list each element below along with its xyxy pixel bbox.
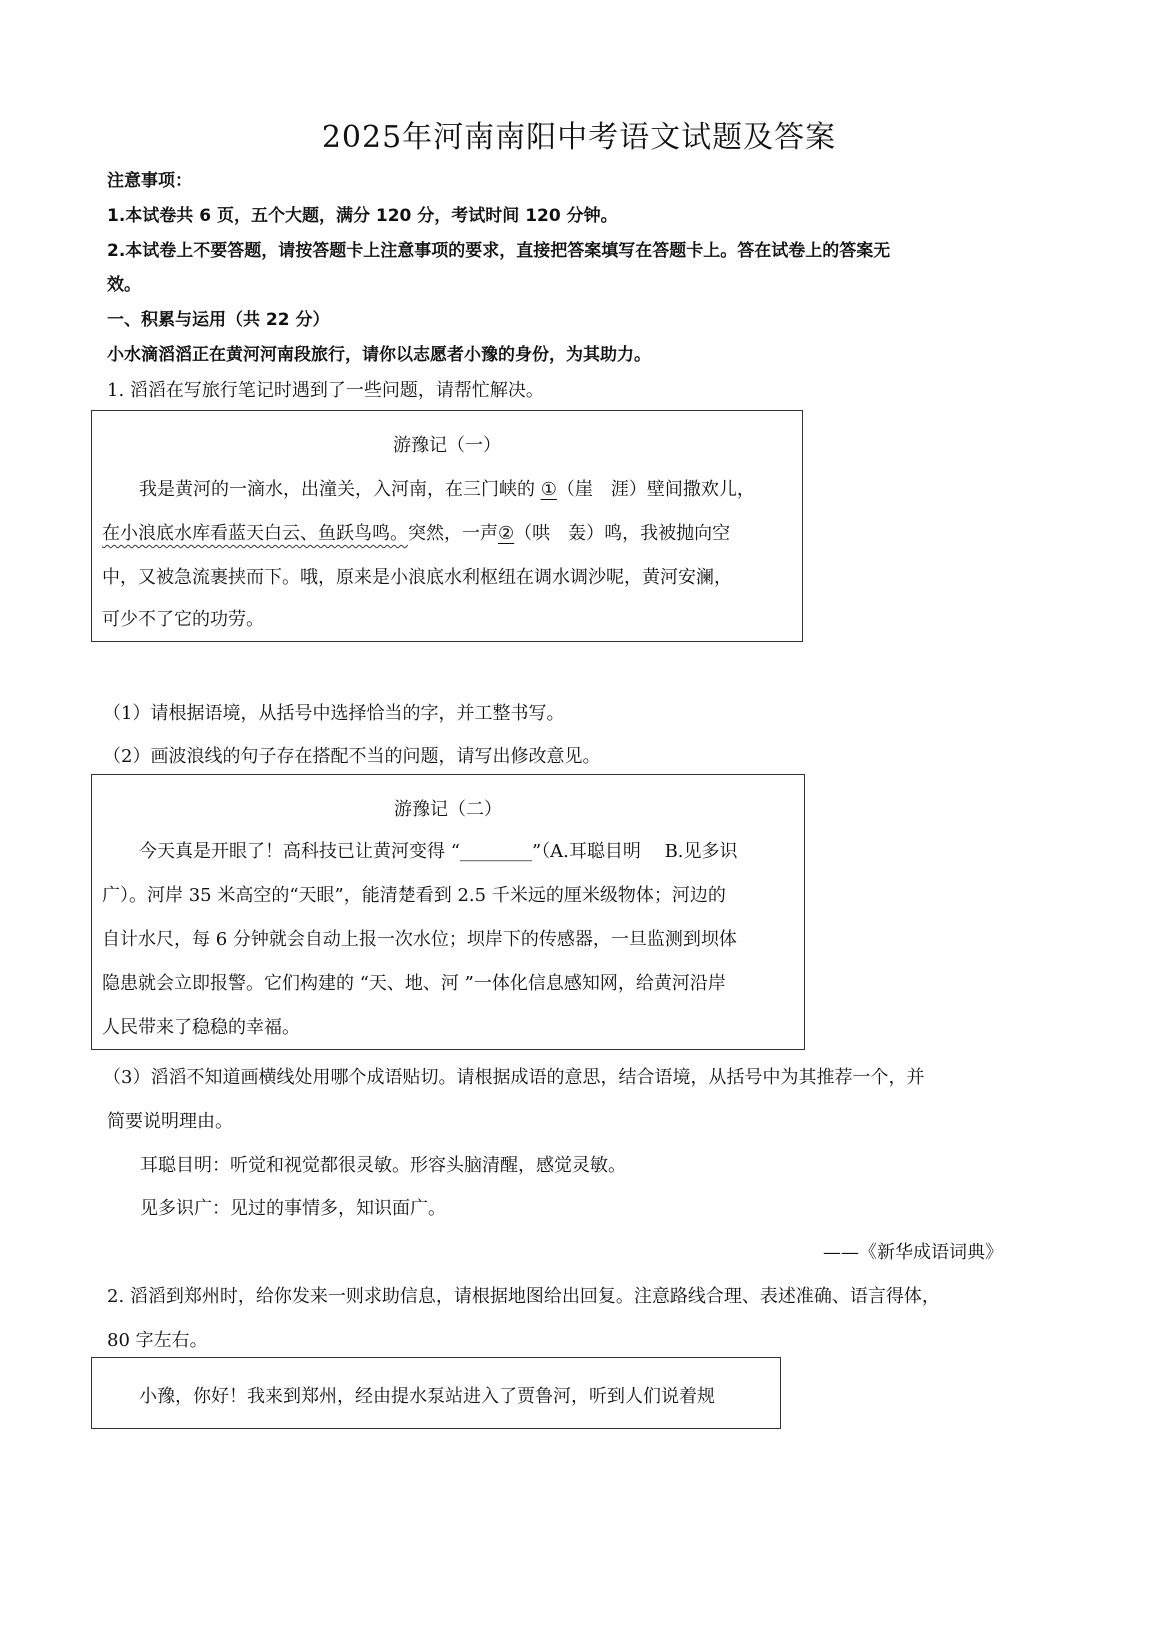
- notice-item-2: 2.本试卷上不要答题，请按答题卡上注意事项的要求，直接把答案填写在答题卡上。答在试卷上的答案无: [107, 241, 891, 261]
- wavy-sentence: 在小浪底水库看蓝天白云、鱼跃鸟鸣。: [102, 523, 408, 544]
- box2-title: 游豫记（二）: [394, 799, 502, 820]
- box1-line-3: 中，又被急流裹挟而下。哦，原来是小浪底水利枢纽在调水调沙呢，黄河安澜，: [102, 567, 732, 588]
- box2-line-1b: ”（A.耳聪目明 B.见多识: [531, 841, 738, 862]
- box1-line-2c: （哄 轰）鸣，我被抛向空: [514, 523, 731, 544]
- box1-line-2: [102, 519, 730, 545]
- answer-blank: ________: [459, 841, 532, 862]
- question-2-cont: 80 字左右。: [107, 1330, 208, 1351]
- idiom-definition-1: 耳聪目明：听觉和视觉都很灵敏。形容头脑清醒，感觉灵敏。: [140, 1155, 626, 1176]
- box1-line-2b: 突然，一声: [408, 523, 498, 544]
- box2-line-4: 隐患就会立即报警。它们构建的 “天、地、河 ”一体化信息感知网，给黄河沿岸: [102, 973, 726, 994]
- box2-line-1a: 今天真是开眼了！高科技已让黄河变得 “: [139, 841, 460, 862]
- idiom-definition-2: 见多识广：见过的事情多，知识面广。: [140, 1198, 446, 1219]
- help-message-box: [91, 1357, 781, 1429]
- travel-note-box-1: [91, 410, 803, 642]
- sub-question-1: （1）请根据语境，从括号中选择恰当的字，并工整书写。: [103, 703, 565, 724]
- box1-line-4: 可少不了它的功劳。: [102, 609, 264, 630]
- page-title: 2025年河南南阳中考语文试题及答案: [321, 120, 837, 155]
- travel-note-box-2: [91, 774, 805, 1050]
- notice-item-1: 1.本试卷共 6 页，五个大题，满分 120 分，考试时间 120 分钟。: [107, 206, 618, 226]
- sub-question-3-cont: 简要说明理由。: [107, 1111, 233, 1132]
- dictionary-source: ——《新华成语词典》: [823, 1242, 1003, 1263]
- help-message-line-1: 小豫，你好！我来到郑州，经由提水泵站进入了贾鲁河，听到人们说着规: [139, 1386, 715, 1407]
- question-1: 1. 滔滔在写旅行笔记时遇到了一些问题，请帮忙解决。: [107, 380, 544, 401]
- box1-line-1a: 我是黄河的一滴水，出潼关，入河南，在三门峡的: [139, 479, 541, 500]
- box2-line-3: 自计水尺，每 6 分钟就会自动上报一次水位；坝岸下的传感器，一旦监测到坝体: [102, 929, 737, 950]
- sub-question-2: （2）画波浪线的句子存在搭配不当的问题，请写出修改意见。: [103, 746, 601, 767]
- notice-item-2-cont: 效。: [107, 275, 141, 295]
- box1-title: 游豫记（一）: [393, 435, 501, 456]
- box1-line-1b: （崖 涯）壁间撒欢儿，: [556, 479, 755, 500]
- question-2: 2. 滔滔到郑州时，给你发来一则求助信息，请根据地图给出回复。注意路线合理、表述准确、语言得体，: [107, 1286, 940, 1307]
- marker-2: ②: [498, 523, 515, 544]
- sub-question-3: （3）滔滔不知道画横线处用哪个成语贴切。请根据成语的意思，结合语境，从括号中为其推荐一个，并: [103, 1067, 925, 1088]
- marker-1: ①: [540, 479, 557, 500]
- section-intro: 小水滴滔滔正在黄河河南段旅行，请你以志愿者小豫的身份，为其助力。: [107, 345, 651, 365]
- box2-line-1: [139, 837, 738, 863]
- box2-line-2: 广）。河岸 35 米高空的“天眼”，能清楚看到 2.5 千米远的厘米级物体；河边的: [102, 885, 726, 906]
- notice-heading: 注意事项：: [107, 171, 192, 191]
- box2-line-5: 人民带来了稳稳的幸福。: [102, 1017, 300, 1038]
- box1-line-1: [139, 475, 755, 501]
- section-heading: 一、积累与运用（共 22 分）: [107, 310, 330, 330]
